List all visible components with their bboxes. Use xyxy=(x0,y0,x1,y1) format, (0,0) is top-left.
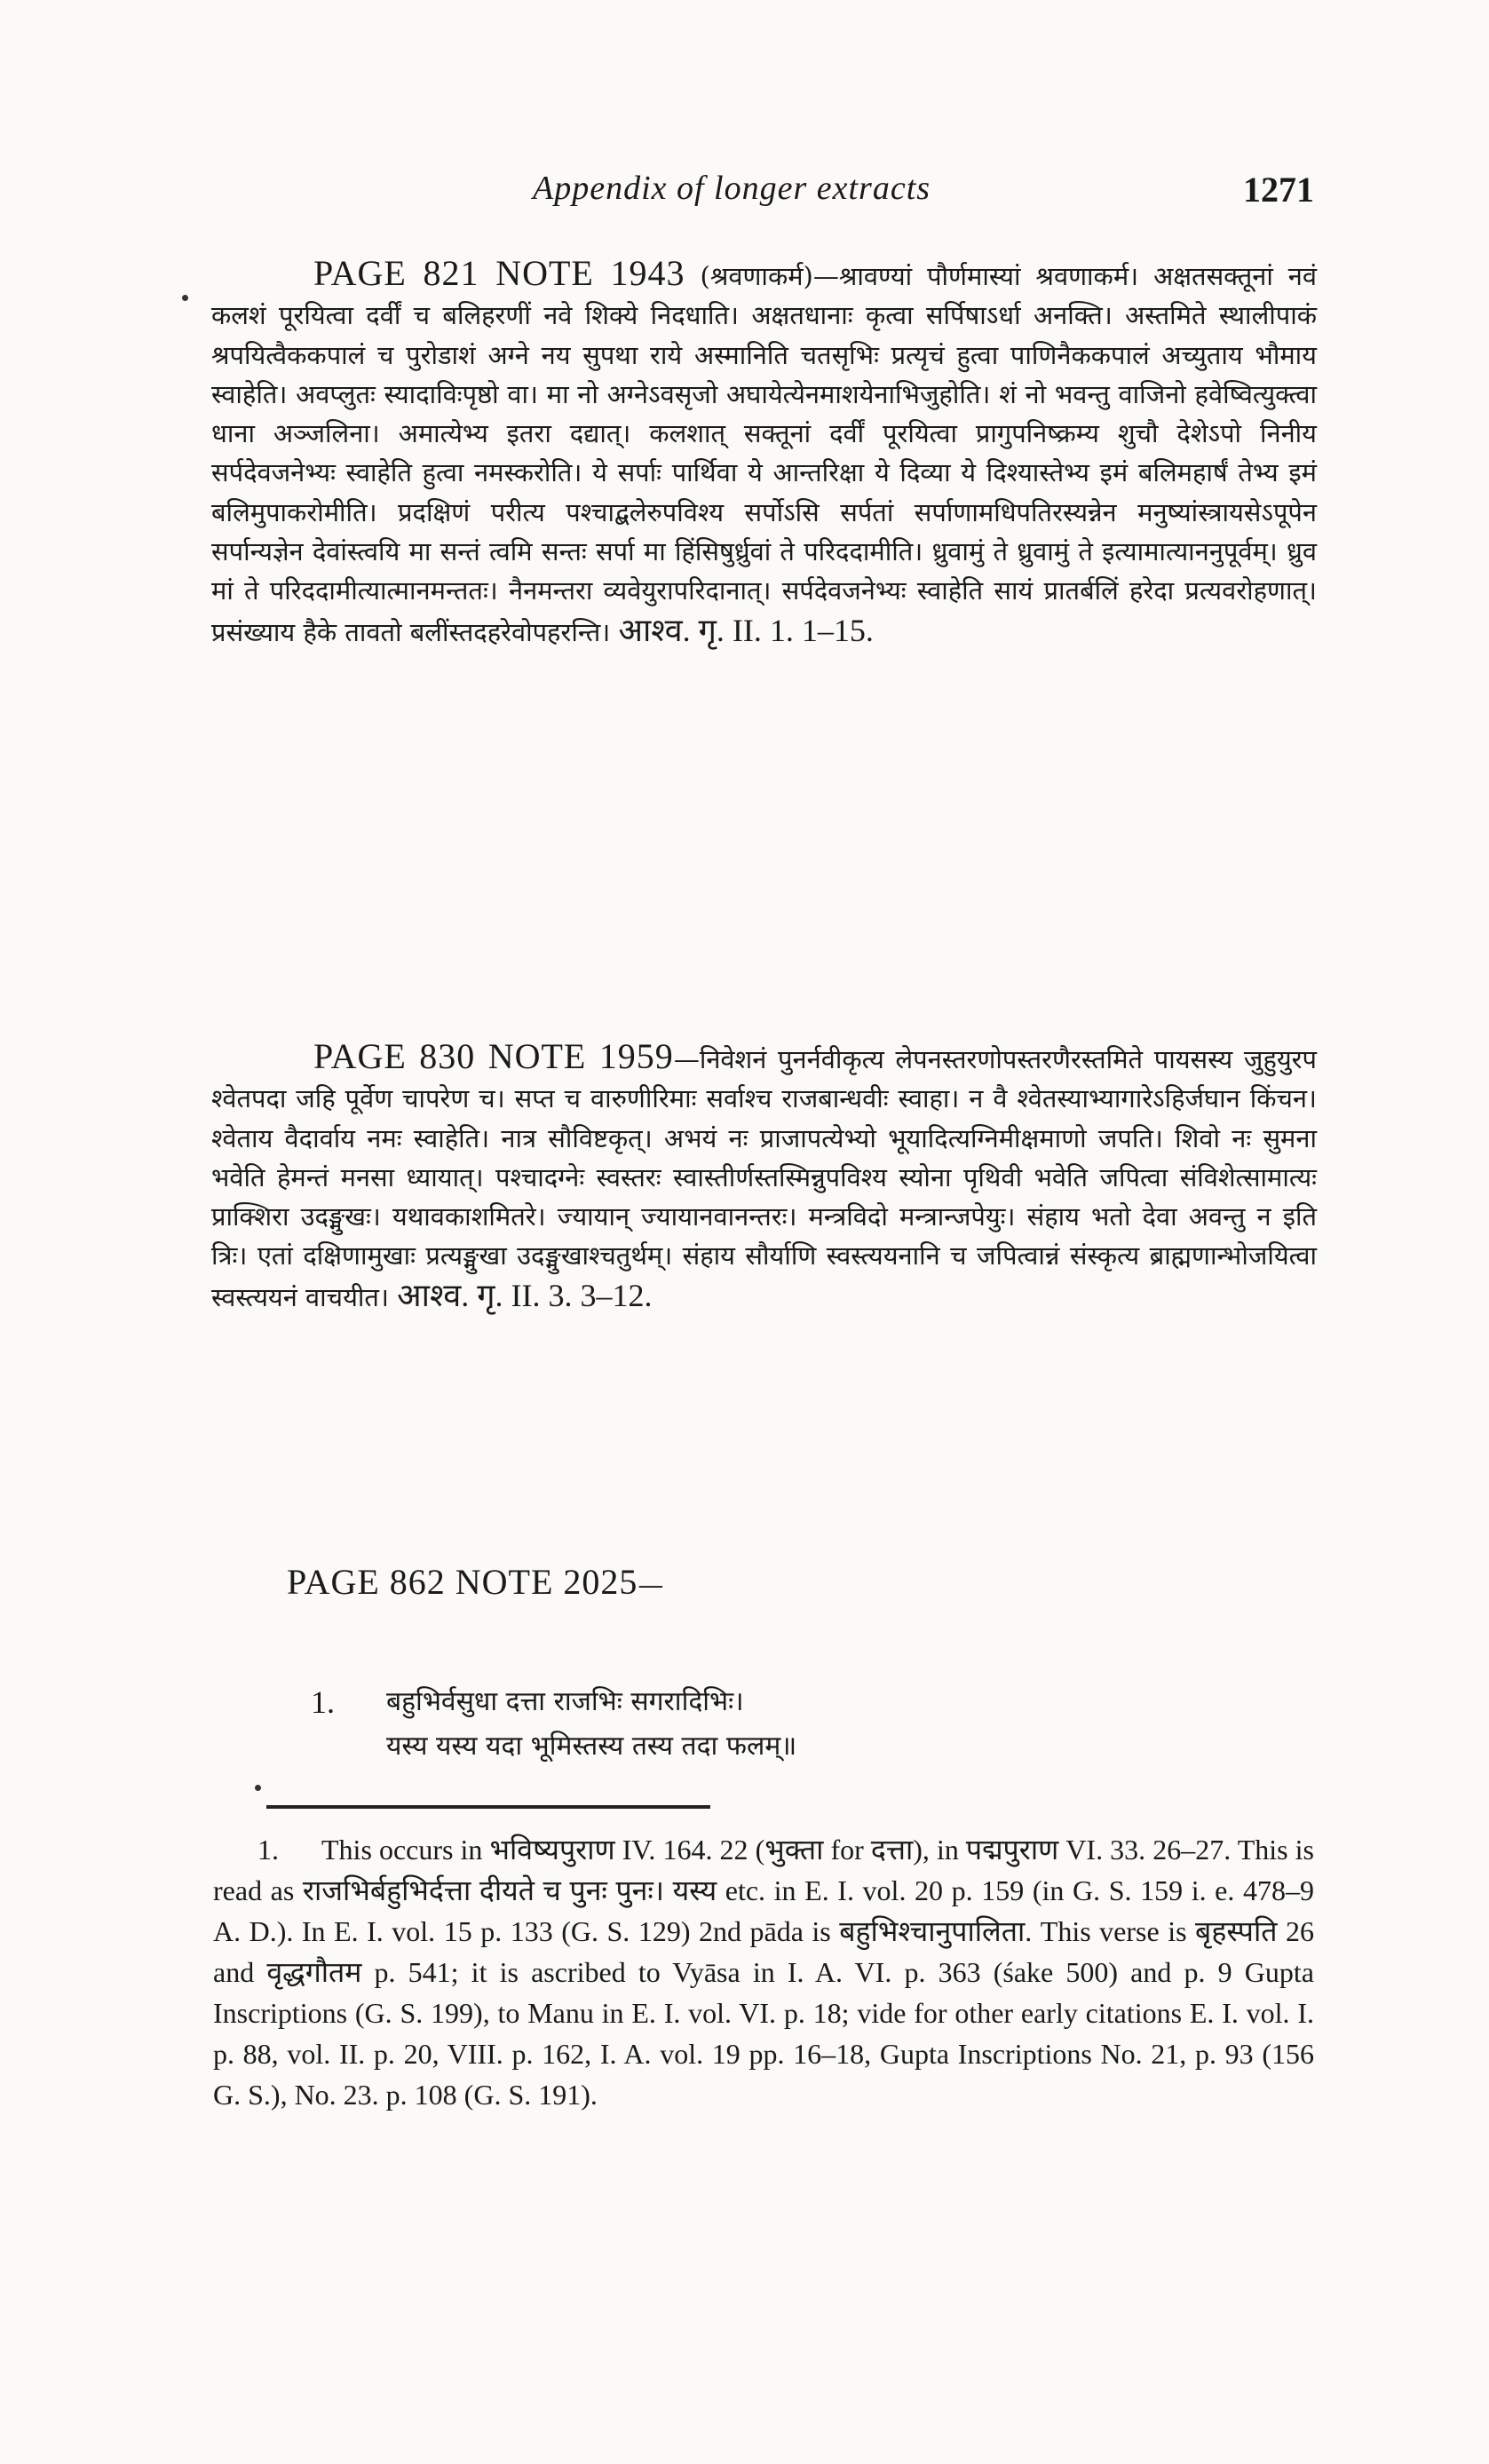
verse-line-1: बहुभिर्वसुधा दत्ता राजभिः सगरादिभिः। xyxy=(386,1686,744,1717)
speck xyxy=(255,1785,261,1791)
footnote-text: This occurs in भविष्यपुराण IV. 164. 22 (भुक्ता for दत्ता), in पद्मपुराण VI. 33. 26–27. This is read as राजभिर्बहुभिर्दत्ता दीयते च पुनः पुनः। यस्य etc. in E. I. vol. 20 p. 159 (in G. S. 159 i. e. 478–9 A. D.). In E. I. vol. 15 p. 133 (G. S. 129) 2nd pāda is बहुभिश्चानुपालिता. This verse is बृहस्पति 26 and वृद्धगौतम p. 541; it is ascribed to Vyāsa in I. A. VI. p. 363 (śake 500) and p. 9 Gupta Inscriptions (G. S. 199), to Manu in E. I. vol. VI. p. 18; vide for other early citations E. I. vol. I. p. 88, vol. II. p. 20, VIII. p. 162, I. A. vol. 19 pp. 16–18, Gupta Inscriptions No. 21, p. 93 (156 G. S.), No. 23. p. 108 (G. S. 191). xyxy=(213,1834,1314,2111)
entry-text: —निवेशनं पुनर्नवीकृत्य लेपनस्तरणोपस्तरणैरस्तमिते पायसस्य जुहुयुरप श्वेतपदा जहि पूर्वेण चापरेण च। सप्त च वारुणीरिमाः सर्वाश्च राजबान्धवीः स्वाहा। न वै श्वेतस्याभ्यागारेऽहिर्जघान किंचन। श्वेताय वैदार्वाय नमः स्वाहेति। नात्र सौविष्टकृत्। अभयं नः प्राजापत्येभ्यो भूयादित्यग्निमीक्षमाणो जपति। शिवो नः सुमना भवेति हेमन्तं मनसा ध्यायात्। पश्चादग्नेः स्वस्तरः स्वास्तीर्णस्तस्मिन्नुपविश्य स्योना पृथिवी भवेति जपित्वा संविशेत्सामात्यः प्राक्शिरा उदङ्मुखः। यथावकाशमितरे। ज्यायान् ज्यायानवानन्तरः। मन्त्रविदो मन्त्रान्जपेयुः। संहाय भतो देवा अवन्तु न इति त्रिः। एतां दक्षिणामुखाः प्रत्यङ्मुखा उदङ्मुखाश्चतुर्थम्। संहाय सौर्याणि स्वस्त्ययनानि च जपित्वान्नं संस्कृत्य ब्राह्मणान्भोजयित्वा स्वस्त्ययनं वाचयीत। xyxy=(211,1044,1318,1312)
running-title: Appendix of longer extracts xyxy=(533,170,931,207)
entry-page-830 xyxy=(211,1037,1317,1317)
footnote xyxy=(213,1829,1314,2115)
entry-page-862 xyxy=(211,1563,1317,1604)
entry-heading: PAGE 862 NOTE 2025 xyxy=(287,1562,638,1602)
footnote-rule xyxy=(266,1805,710,1809)
verse-block xyxy=(311,1680,1199,1769)
entry-page-821 xyxy=(211,254,1317,652)
page-number: 1271 xyxy=(1243,170,1314,210)
entry-text: (श्रवणाकर्म)—श्रावण्यां पौर्णमास्यां श्रवणाकर्म। अक्षतसक्तूनां नवं कलशं पूरयित्वा दर्वीं च बलिहरणीं नवे शिक्ये निदधाति। अक्षतधानाः कृत्वा सर्पिषाऽर्धा अनक्ति। अस्तमिते स्थालीपाकं श्रपयित्वैककपालं च पुरोडाशं अग्ने नय सुपथा राये अस्मानिति चतसृभिः प्रत्यृचं हुत्वा पाणिनैककपालं अच्युताय भौमाय स्वाहेति। अवप्लुतः स्यादाविःपृष्ठो वा। मा नो अग्नेऽवसृजो अघायेत्येनमाशयेनाभिजुहोति। शं नो भवन्तु वाजिनो हवेष्वित्युक्त्वा धाना अञ्जलिना। अमात्येभ्य इतरा दद्यात्। कलशात् सक्तूनां दर्वीं पूरयित्वा प्रागुपनिष्क्रम्य शुचौ देशेऽपो निनीय सर्पदेवजनेभ्यः स्वाहेति हुत्वा नमस्करोति। ये सर्पाः पार्थिवा ये आन्तरिक्षा ये दिव्या ये दिश्यास्तेभ्य इमं बलिमहार्षं तेभ्य इमं बलिमुपाकरोमीति। प्रदक्षिणं परीत्य पश्चाद्बलेरुपविश्य सर्पोऽसि सर्पतां सर्पाणामधिपतिरस्यन्नेन मनुष्यांस्त्रायसेऽपूपेन सर्पान्यज्ञेन देवांस्त्वयि मा सन्तं त्वमि सन्तः सर्पा मा हिंसिषुर्ध्रुवां ते परिददामीति। ध्रुवामुं ते ध्रुवामुं ते इत्यामात्याननुपूर्वम्। ध्रुव मां ते परिददामीत्यात्मानमन्ततः। नैनमन्तरा व्यवेयुरापरिदानात्। सर्पदेवजनेभ्यः स्वाहेति सायं प्रातर्बलिं हरेदा प्रत्यवरोहणात्। प्रसंख्याय हैके तावतो बलींस्तदहरेवोपहरन्ति। xyxy=(211,261,1318,647)
entry-reference: आश्व. गृ. II. 1. 1–15. xyxy=(618,612,874,648)
entry-heading: PAGE 821 NOTE 1943 xyxy=(313,253,685,293)
page-header xyxy=(213,169,1314,222)
entry-text: — xyxy=(638,1570,664,1600)
entry-heading: PAGE 830 NOTE 1959 xyxy=(313,1036,674,1076)
verse-number: 1. xyxy=(311,1684,335,1720)
verse-line-2: यस्य यस्य यदा भूमिस्तस्य तस्य तदा फलम्॥ xyxy=(386,1731,797,1762)
footnote-number: 1. xyxy=(257,1834,279,1866)
entry-reference: आश्व. गृ. II. 3. 3–12. xyxy=(397,1277,653,1313)
speck xyxy=(182,295,188,301)
